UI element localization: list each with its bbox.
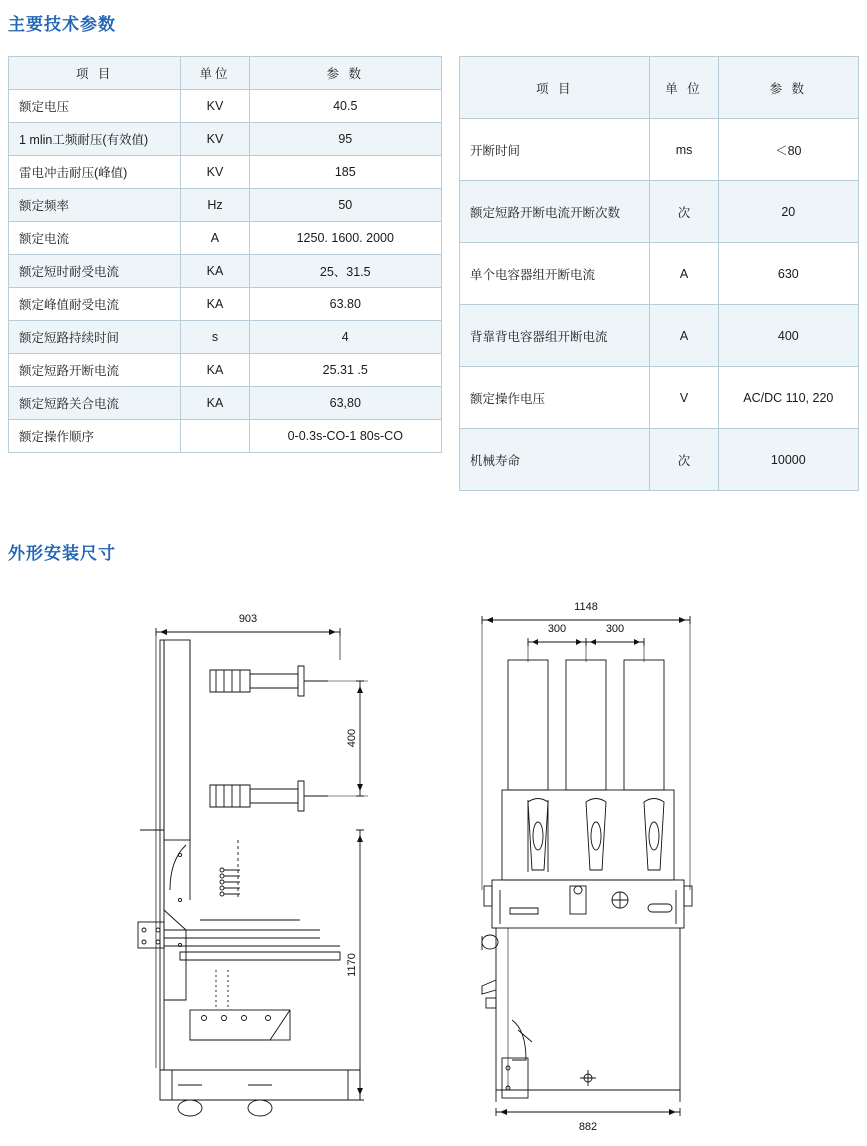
- cell-unit: [181, 420, 249, 453]
- dim-label-300-left: 300: [547, 623, 567, 635]
- column-header-value: 参 数: [249, 57, 441, 90]
- dim-label-1170: 1170: [346, 953, 358, 977]
- table-row: [460, 243, 859, 305]
- cell-unit: V: [650, 367, 718, 429]
- dim-label-882: 882: [578, 1121, 598, 1133]
- front-view-svg: [460, 590, 750, 1135]
- column-header-item: 项 目: [9, 57, 181, 90]
- table-row: [9, 354, 442, 387]
- table-header-row: [460, 57, 859, 119]
- cell-value: 630: [718, 243, 858, 305]
- cell-value: 40.5: [249, 90, 441, 123]
- cell-unit: KV: [181, 90, 249, 123]
- cell-unit: 次: [650, 181, 718, 243]
- table-row: [9, 189, 442, 222]
- cell-value: ＜80: [718, 119, 858, 181]
- cell-item: 开断时间: [460, 119, 650, 181]
- table-row: [9, 90, 442, 123]
- table-row: [9, 288, 442, 321]
- cell-item: 额定频率: [9, 189, 181, 222]
- cell-value: 185: [249, 156, 441, 189]
- cell-unit: KA: [181, 354, 249, 387]
- cell-unit: KA: [181, 288, 249, 321]
- table-row: [9, 387, 442, 420]
- table-row: [460, 119, 859, 181]
- column-header-value: 参 数: [718, 57, 858, 119]
- cell-item: 雷电冲击耐压(峰值): [9, 156, 181, 189]
- specification-table-right: [459, 56, 859, 491]
- cell-unit: 次: [650, 429, 718, 491]
- cell-item: 机械寿命: [460, 429, 650, 491]
- column-header-item: 项 目: [460, 57, 650, 119]
- table-row: [460, 429, 859, 491]
- cell-item: 额定短路持续时间: [9, 321, 181, 354]
- cell-unit: KA: [181, 255, 249, 288]
- cell-value: 63.80: [249, 288, 441, 321]
- table-row: [9, 222, 442, 255]
- table-row: [9, 255, 442, 288]
- dim-label-1148: 1148: [574, 601, 598, 613]
- cell-item: 额定操作顺序: [9, 420, 181, 453]
- cell-value: 63,80: [249, 387, 441, 420]
- table-row: [9, 123, 442, 156]
- side-view-svg: [120, 600, 420, 1130]
- cell-value: 400: [718, 305, 858, 367]
- cell-unit: A: [650, 305, 718, 367]
- dim-label-400: 400: [346, 728, 358, 748]
- cell-value: 50: [249, 189, 441, 222]
- cell-unit: KV: [181, 156, 249, 189]
- cell-unit: Hz: [181, 189, 249, 222]
- cell-item: 额定操作电压: [460, 367, 650, 429]
- cell-unit: s: [181, 321, 249, 354]
- cell-item: 背靠背电容器组开断电流: [460, 305, 650, 367]
- cell-item: 额定短时耐受电流: [9, 255, 181, 288]
- cell-value: 25、31.5: [249, 255, 441, 288]
- page-title-dimensions: 外形安装尺寸: [8, 544, 116, 563]
- cell-value: 20: [718, 181, 858, 243]
- column-header-unit: 单 位: [650, 57, 718, 119]
- cell-item: 额定电压: [9, 90, 181, 123]
- cell-item: 额定短路开断电流: [9, 354, 181, 387]
- cell-value: 1250. 1600. 2000: [249, 222, 441, 255]
- cell-unit: ms: [650, 119, 718, 181]
- dim-label-300-right: 300: [605, 623, 625, 635]
- dim-label-903: 903: [238, 613, 258, 625]
- cell-item: 额定电流: [9, 222, 181, 255]
- cell-value: 95: [249, 123, 441, 156]
- table-row: [9, 321, 442, 354]
- cell-unit: A: [181, 222, 249, 255]
- cell-value: 0-0.3s-CO-1 80s-CO: [249, 420, 441, 453]
- cell-item: 额定短路关合电流: [9, 387, 181, 420]
- table-header-row: [9, 57, 442, 90]
- table-row: [460, 305, 859, 367]
- specification-table-left: [8, 56, 442, 453]
- table-row: [460, 367, 859, 429]
- page-title-parameters: 主要技术参数: [8, 15, 116, 34]
- cell-item: 额定峰值耐受电流: [9, 288, 181, 321]
- side-view-drawing: [120, 600, 420, 1130]
- cell-item: 单个电容器组开断电流: [460, 243, 650, 305]
- table-row: [460, 181, 859, 243]
- cell-unit: KV: [181, 123, 249, 156]
- cell-value: 25.31 .5: [249, 354, 441, 387]
- cell-unit: KA: [181, 387, 249, 420]
- cell-item: 1 mlin工频耐压(有效值): [9, 123, 181, 156]
- cell-value: 10000: [718, 429, 858, 491]
- column-header-unit: 单位: [181, 57, 249, 90]
- cell-item: 额定短路开断电流开断次数: [460, 181, 650, 243]
- table-row: [9, 156, 442, 189]
- cell-unit: A: [650, 243, 718, 305]
- cell-value: 4: [249, 321, 441, 354]
- cell-value: AC/DC 110, 220: [718, 367, 858, 429]
- table-row: [9, 420, 442, 453]
- front-view-drawing: [460, 590, 750, 1135]
